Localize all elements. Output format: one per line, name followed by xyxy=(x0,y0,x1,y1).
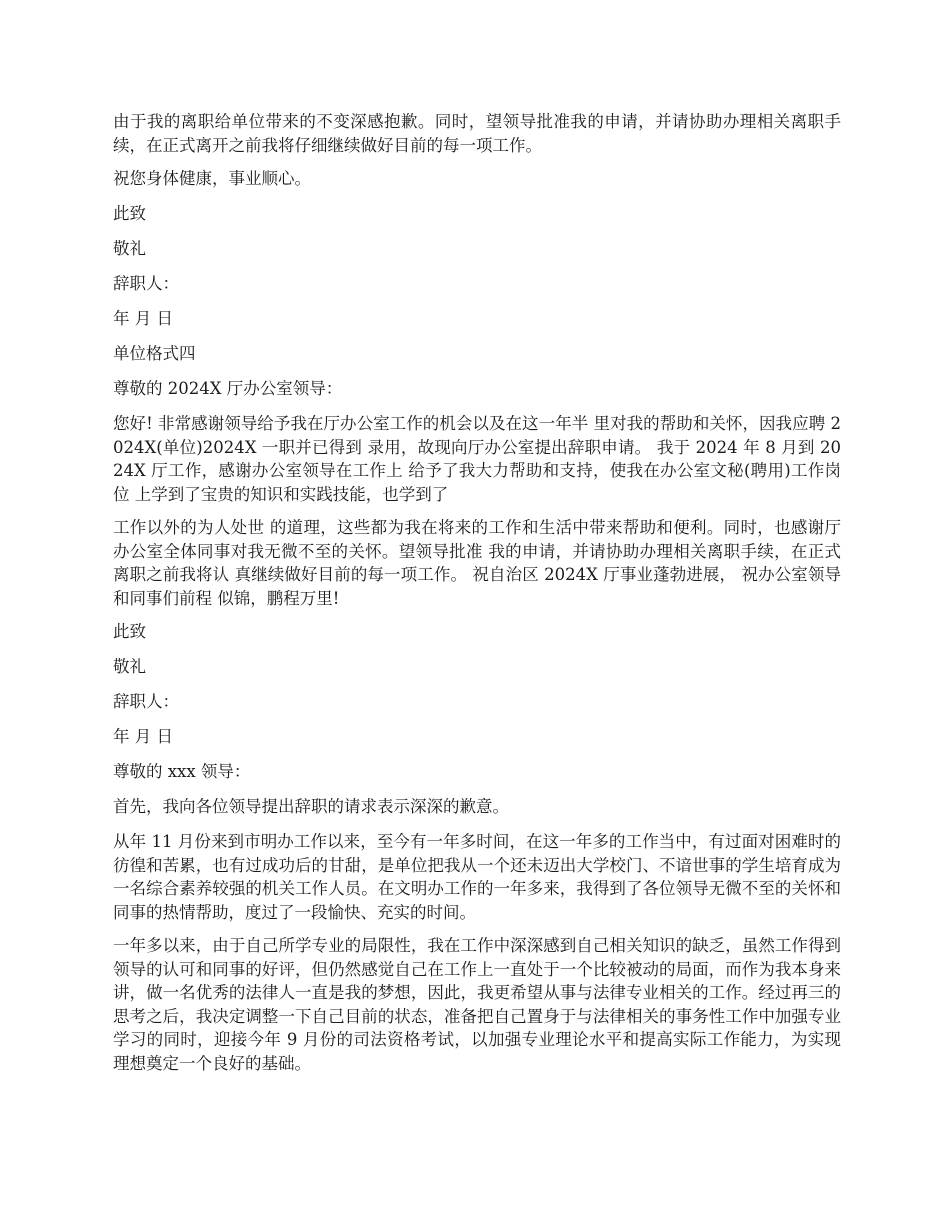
letter-salutation: 尊敬的 2024X 厅办公室领导： xyxy=(113,379,343,398)
closing-regards: 敬礼 xyxy=(113,239,146,258)
paragraph: 从年 11 月份来到市明办工作以来，至今有一年多时间，在这一年多的工作当中，有过面对困难时的彷徨和苦累，也有过成功后的甘甜，是单位把我从一个还未迈出大学校门、不谙世事的学生培育成为一名综合素养较强的机关工作人员。在文明办工作的一年多来，我得到了各位领导无微不至的关怀和同事的热情帮助，度过了一段愉快、充实的时间。 xyxy=(113,832,841,922)
letter-salutation: 尊敬的 xxx 领导： xyxy=(113,762,251,781)
section-heading: 单位格式四 xyxy=(113,344,196,363)
signature-label: 辞职人： xyxy=(113,274,179,293)
closing-regards: 敬礼 xyxy=(113,657,146,676)
paragraph: 由于我的离职给单位带来的不变深感抱歉。同时，望领导批准我的申请，并请协助办理相关离职手续，在正式离开之前我将仔细继续做好目前的每一项工作。 xyxy=(113,112,841,155)
closing-salutation: 此致 xyxy=(113,622,146,641)
document-body xyxy=(113,110,841,1085)
paragraph: 一年多以来，由于自己所学专业的局限性，我在工作中深深感到自己相关知识的缺乏，虽然工作得到领导的认可和同事的好评，但仍然感觉自己在工作上一直处于一个比较被动的局面，而作为我本身来讲，做一名优秀的法律人一直是我的梦想，因此，我更希望从事与法律专业相关的工作。经过再三的思考之后，我决定调整一下自己目前的状态，准备把自己置身于与法律相关的事务性工作中加强专业学习的同时，迎接今年 9 月份的司法资格考试，以加强专业理论水平和提高实际工作能力，为实现理想奠定一个良好的基础。 xyxy=(113,936,841,1073)
paragraph: 您好! 非常感谢领导给予我在厅办公室工作的机会以及在这一年半 里对我的帮助和关怀，因我应聘 2024X(单位)2024X 一职并已得到 录用，故现向厅办公室提出辞职申请。 我于 2024 年 8 月到 2024X 厅工作，感谢办公室领导在工作上 给予了我大力帮助和支持，使我在办公室文秘(聘用)工作岗位 上学到了宝贵的知识和实践技能，也学到了 xyxy=(113,414,841,504)
signature-label: 辞职人： xyxy=(113,692,179,711)
date-line: 年 月 日 xyxy=(113,309,173,328)
paragraph: 祝您身体健康，事业顺心。 xyxy=(113,169,311,188)
closing-salutation: 此致 xyxy=(113,204,146,223)
paragraph: 工作以外的为人处世 的道理，这些都为我在将来的工作和生活中带来帮助和便利。同时，也感谢厅办公室全体同事对我无微不至的关怀。望领导批准 我的申请，并请协助办理相关离职手续，在正式离职之前我将认 真继续做好目前的每一项工作。 祝自治区 2024X 厅事业蓬勃进展， 祝办公室领导和同事们前程 似锦，鹏程万里! xyxy=(113,518,841,608)
date-line: 年 月 日 xyxy=(113,727,173,746)
paragraph: 首先，我向各位领导提出辞职的请求表示深深的歉意。 xyxy=(113,797,509,816)
